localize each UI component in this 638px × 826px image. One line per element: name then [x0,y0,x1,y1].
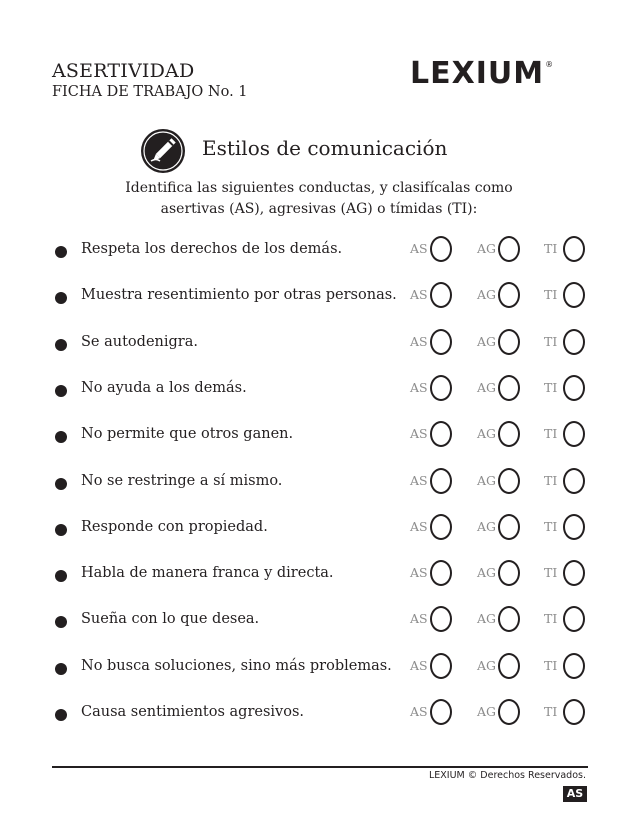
option-circle-as[interactable] [430,375,452,401]
bullet-icon [55,292,67,304]
option-circle-ag[interactable] [498,699,520,725]
option-circle-ti[interactable] [563,653,585,679]
bullet-icon [55,246,67,258]
option-circle-ag[interactable] [498,421,520,447]
option-circle-ti[interactable] [563,699,585,725]
option-circle-ag[interactable] [498,282,520,308]
behavior-statement: No ayuda a los demás. [81,379,247,396]
option-label-as: AS [410,287,428,303]
instructions-line-2: asertivas (AS), agresivas (AG) o tímidas (TI): [160,201,478,217]
option-label-ag: AG [477,657,497,673]
option-label-ag: AG [477,287,497,303]
bullet-icon [55,616,67,628]
behavior-row [0,282,638,312]
behavior-row [0,329,638,359]
option-label-ag: AG [477,472,497,488]
behavior-statement: Causa sentimientos agresivos. [81,704,305,720]
option-circle-as[interactable] [430,329,452,355]
option-circle-as[interactable] [430,421,452,447]
option-label-as: AS [410,426,428,442]
option-circle-ti[interactable] [563,329,585,355]
option-label-ag: AG [477,565,497,581]
bullet-icon [55,478,67,490]
option-label-ti: TI [544,704,558,719]
option-label-ti: TI [544,287,558,303]
option-label-as: AS [410,241,428,256]
behavior-row [0,468,638,498]
option-circle-as[interactable] [430,560,452,586]
option-label-ti: TI [544,333,558,349]
bullet-icon [55,385,67,397]
bullet-icon [55,524,67,536]
bullet-icon [55,431,67,443]
behavior-statement: Respeta los derechos de los demás. [81,241,343,257]
behavior-row [0,514,638,544]
lexium-logo [410,56,554,91]
worksheet-title: ASERTIVIDAD [52,60,195,82]
option-circle-as[interactable] [430,653,452,679]
worksheet-subtitle: FICHA DE TRABAJO No. 1 [52,84,248,100]
behavior-row [0,606,638,636]
option-circle-ag[interactable] [498,329,520,355]
option-circle-ag[interactable] [498,468,520,494]
bullet-icon [55,339,67,351]
option-circle-as[interactable] [430,606,452,632]
behavior-statement: Sueña con lo que desea. [81,611,260,628]
behavior-row [0,375,638,405]
behavior-statement: No busca soluciones, sino más problemas. [81,657,392,674]
option-circle-ti[interactable] [563,606,585,632]
behavior-statement: Muestra resentimiento por otras personas. [81,287,397,304]
option-label-ag: AG [477,611,497,627]
section-badge: AS [563,786,587,802]
behavior-statement: No permite que otros ganen. [81,426,294,443]
option-circle-as[interactable] [430,282,452,308]
section-title: Estilos de comunicación [202,136,448,160]
option-label-as: AS [410,379,428,395]
behavior-row [0,560,638,590]
pencil-icon [140,128,186,174]
option-label-as: AS [410,333,428,349]
option-circle-ag[interactable] [498,514,520,540]
option-circle-ti[interactable] [563,236,585,262]
logo-text: LEXIUM [410,56,545,91]
footer-divider [52,766,588,768]
option-label-ti: TI [544,657,558,673]
behavior-statement: No se restringe a sí mismo. [81,472,283,489]
registered-mark: ® [545,60,555,69]
behavior-statement: Se autodenigra. [81,333,198,350]
option-circle-ti[interactable] [563,468,585,494]
option-label-as: AS [410,565,428,581]
option-label-ti: TI [544,379,558,395]
option-circle-ti[interactable] [563,282,585,308]
option-circle-ti[interactable] [563,375,585,401]
option-circle-as[interactable] [430,699,452,725]
option-label-as: AS [410,657,428,673]
option-label-ti: TI [544,426,558,442]
behavior-row [0,653,638,683]
option-label-as: AS [410,611,428,627]
option-circle-ti[interactable] [563,560,585,586]
option-circle-as[interactable] [430,236,452,262]
behavior-row [0,236,638,266]
instructions-line-1: Identifica las siguientes conductas, y clasifícalas como [125,180,513,196]
option-circle-ag[interactable] [498,236,520,262]
option-circle-as[interactable] [430,468,452,494]
option-circle-ag[interactable] [498,653,520,679]
option-label-ag: AG [477,241,497,256]
behavior-statement: Responde con propiedad. [81,518,268,535]
option-circle-ag[interactable] [498,560,520,586]
option-label-ti: TI [544,241,558,256]
footer-copyright: LEXIUM © Derechos Reservados. [429,770,586,781]
option-label-ti: TI [544,611,558,627]
option-label-ag: AG [477,379,497,395]
option-circle-ag[interactable] [498,606,520,632]
behavior-row [0,699,638,729]
bullet-icon [55,709,67,721]
behavior-statement: Habla de manera franca y directa. [81,565,334,582]
bullet-icon [55,663,67,675]
option-label-ti: TI [544,472,558,488]
option-label-ti: TI [544,565,558,581]
option-label-as: AS [410,704,428,719]
option-circle-as[interactable] [430,514,452,540]
option-label-ag: AG [477,518,497,534]
option-label-ti: TI [544,518,558,534]
behavior-row [0,421,638,451]
option-label-ag: AG [477,426,497,442]
option-label-ag: AG [477,704,497,719]
option-circle-ti[interactable] [563,421,585,447]
option-label-ag: AG [477,333,497,349]
option-circle-ti[interactable] [563,514,585,540]
option-circle-ag[interactable] [498,375,520,401]
option-label-as: AS [410,472,428,488]
option-label-as: AS [410,518,428,534]
instructions [60,178,578,220]
bullet-icon [55,570,67,582]
